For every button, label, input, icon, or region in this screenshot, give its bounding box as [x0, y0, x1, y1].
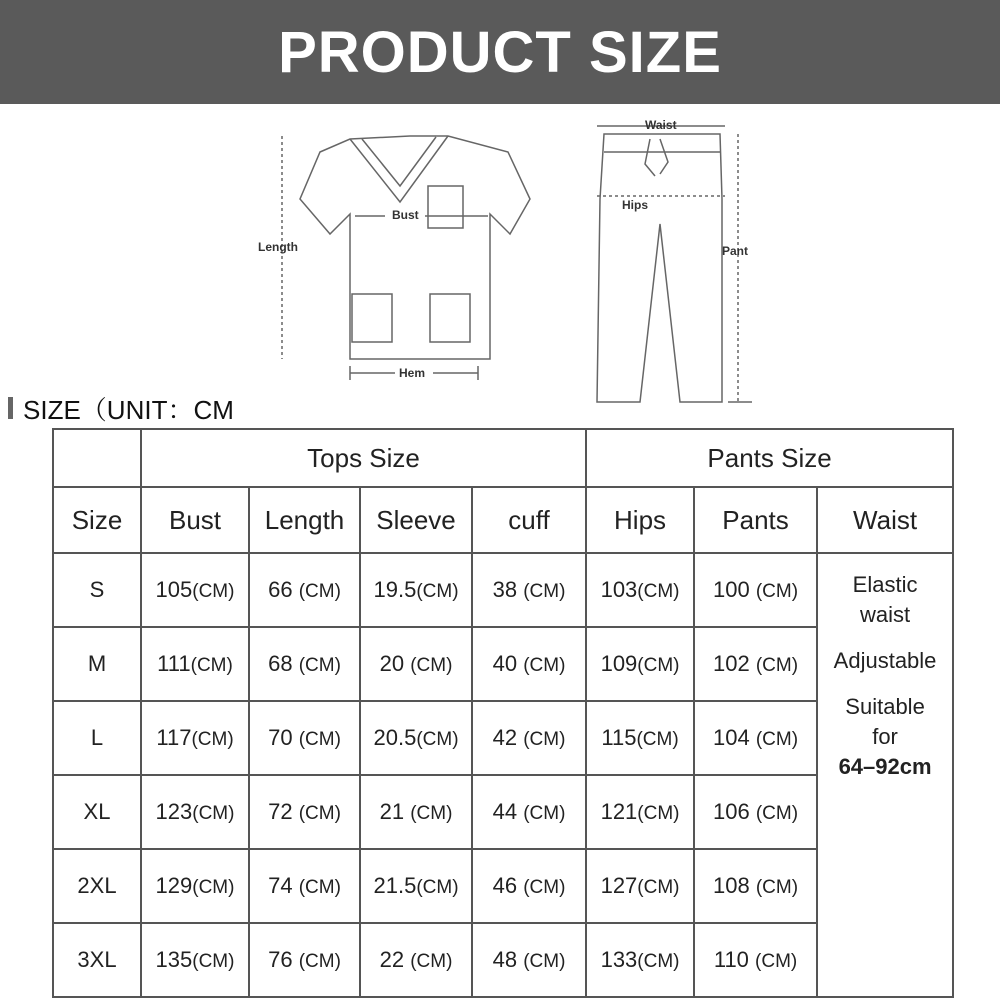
waist-note-line: Suitable [845, 694, 925, 719]
cuff-cell: 38 (CM) [472, 553, 586, 627]
pants-cell: 100 (CM) [694, 553, 817, 627]
title-banner [0, 0, 1000, 104]
length-cell: 68 (CM) [249, 627, 360, 701]
column-header: cuff [472, 487, 586, 553]
hips-cell: 133(CM) [586, 923, 694, 997]
size-cell: S [53, 553, 141, 627]
size-chart-table [52, 428, 954, 998]
bust-cell: 135(CM) [141, 923, 249, 997]
size-cell: M [53, 627, 141, 701]
bust-cell: 105(CM) [141, 553, 249, 627]
length-label: Length [258, 240, 298, 254]
length-cell: 76 (CM) [249, 923, 360, 997]
hips-label: Hips [622, 198, 649, 212]
length-cell: 66 (CM) [249, 553, 360, 627]
size-cell: 3XL [53, 923, 141, 997]
length-cell: 74 (CM) [249, 849, 360, 923]
length-cell: 70 (CM) [249, 701, 360, 775]
column-header: Waist [817, 487, 953, 553]
pants-cell: 108 (CM) [694, 849, 817, 923]
scrub-illustration [0, 104, 1000, 404]
column-header-row [53, 487, 953, 553]
waist-note-line: 64–92cm [838, 754, 932, 779]
column-header: Bust [141, 487, 249, 553]
sleeve-cell: 21 (CM) [360, 775, 472, 849]
sleeve-cell: 21.5(CM) [360, 849, 472, 923]
size-cell: XL [53, 775, 141, 849]
scrub-top-right-pocket [430, 294, 470, 342]
heading-bar [8, 397, 13, 419]
page-title: PRODUCT SIZE [278, 19, 722, 85]
bust-label: Bust [392, 208, 419, 222]
scrub-top-chest-pocket [428, 186, 463, 228]
pants-cell: 106 (CM) [694, 775, 817, 849]
hips-cell: 127(CM) [586, 849, 694, 923]
bust-cell: 111(CM) [141, 627, 249, 701]
waist-note-cell [817, 553, 953, 997]
waist-note-line: Adjustable [833, 648, 937, 673]
sleeve-cell: 19.5(CM) [360, 553, 472, 627]
waist-note-line: Elastic [852, 572, 918, 597]
bust-cell: 117(CM) [141, 701, 249, 775]
group-header-row [53, 429, 953, 487]
hem-label: Hem [399, 366, 426, 380]
hips-cell: 109(CM) [586, 627, 694, 701]
sleeve-cell: 22 (CM) [360, 923, 472, 997]
column-header: Pants [694, 487, 817, 553]
column-header: Hips [586, 487, 694, 553]
size-unit-heading [8, 392, 234, 424]
hips-cell: 103(CM) [586, 553, 694, 627]
scrub-top-left-pocket [352, 294, 392, 342]
empty-corner-cell [53, 429, 141, 487]
pants-drawstring [645, 139, 668, 176]
pants-outline [597, 134, 722, 402]
waist-note-line: waist [859, 602, 911, 627]
column-header: Size [53, 487, 141, 553]
hips-cell: 115(CM) [586, 701, 694, 775]
waist-label: Waist [645, 118, 677, 132]
column-header: Length [249, 487, 360, 553]
bust-cell: 129(CM) [141, 849, 249, 923]
waist-note-line: for [872, 724, 898, 749]
table-row [53, 553, 953, 627]
sleeve-cell: 20 (CM) [360, 627, 472, 701]
pants-cell: 102 (CM) [694, 627, 817, 701]
size-cell: 2XL [53, 849, 141, 923]
sleeve-cell: 20.5(CM) [360, 701, 472, 775]
scrub-top-outline [300, 136, 530, 359]
pants-cell: 104 (CM) [694, 701, 817, 775]
length-cell: 72 (CM) [249, 775, 360, 849]
cuff-cell: 46 (CM) [472, 849, 586, 923]
bust-cell: 123(CM) [141, 775, 249, 849]
hips-cell: 121(CM) [586, 775, 694, 849]
cuff-cell: 40 (CM) [472, 627, 586, 701]
pants-size-header: Pants Size [586, 429, 953, 487]
cuff-cell: 44 (CM) [472, 775, 586, 849]
size-unit-text: SIZE（UNIT：CM [23, 394, 234, 425]
pant-label: Pant [722, 244, 749, 258]
scrub-top-collar [350, 136, 448, 202]
column-header: Sleeve [360, 487, 472, 553]
cuff-cell: 48 (CM) [472, 923, 586, 997]
garment-diagram [0, 104, 1000, 404]
tops-size-header: Tops Size [141, 429, 586, 487]
size-cell: L [53, 701, 141, 775]
pants-cell: 110 (CM) [694, 923, 817, 997]
cuff-cell: 42 (CM) [472, 701, 586, 775]
